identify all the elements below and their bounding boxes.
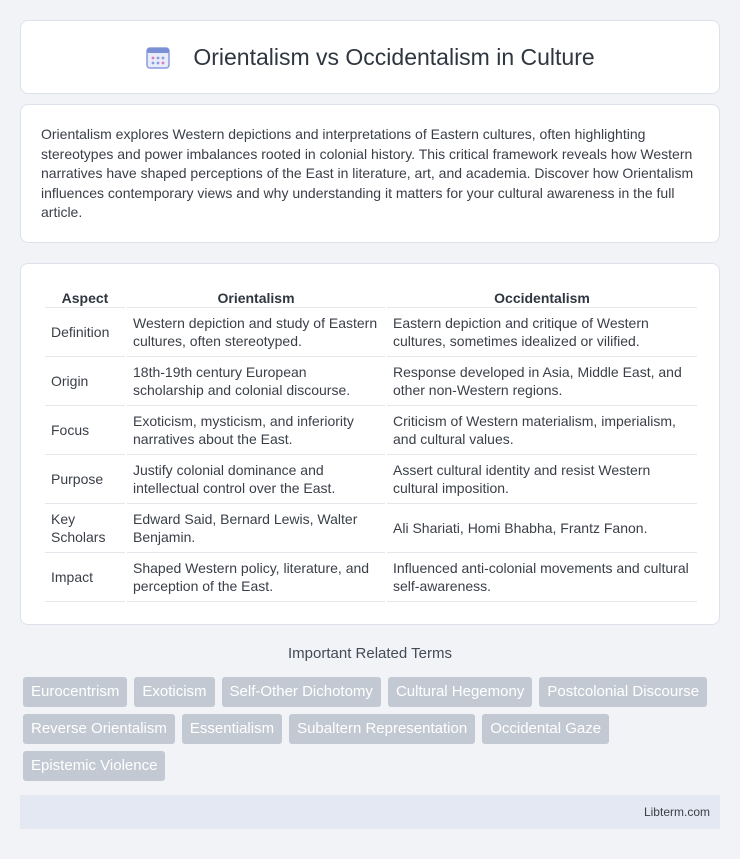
table-cell-orientalism: Exoticism, mysticism, and inferiority narratives about the East. — [127, 406, 385, 455]
table-cell-aspect: Focus — [45, 406, 125, 455]
table-row — [45, 357, 697, 406]
related-terms-list — [23, 677, 723, 788]
intro-text: Orientalism explores Western depictions and interpretations of Eastern cultures, often highlighting stereotypes and power imbalances rooted in colonial history. This critical framework reveals how Western narratives have shaped perceptions of the East in literature, art, and academia. Discover how Orientalism influences contemporary views and why understanding it matters for your cultural awareness in the full article. — [41, 126, 694, 221]
table-header-row — [45, 284, 697, 308]
table-cell-aspect: Purpose — [45, 455, 125, 504]
related-term-tag[interactable]: Subaltern Representation — [289, 714, 475, 744]
table-cell-aspect: Key Scholars — [45, 504, 125, 553]
header-card — [20, 20, 720, 94]
table-row — [45, 308, 697, 357]
table-cell-orientalism: Edward Said, Bernard Lewis, Walter Benjamin. — [127, 504, 385, 553]
calendar-icon — [145, 44, 171, 70]
related-term-tag[interactable]: Occidental Gaze — [482, 714, 609, 744]
table-row — [45, 455, 697, 504]
table-cell-occidentalism: Ali Shariati, Homi Bhabha, Frantz Fanon. — [387, 504, 697, 553]
related-term-tag[interactable]: Essentialism — [182, 714, 282, 744]
footer-site-link[interactable]: Libterm.com — [643, 805, 710, 819]
table-cell-occidentalism: Influenced anti-colonial movements and cultural self-awareness. — [387, 553, 697, 602]
column-header-aspect: Aspect — [45, 284, 125, 308]
column-header-occidentalism: Occidentalism — [387, 284, 697, 308]
related-term-tag[interactable]: Exoticism — [134, 677, 214, 707]
related-term-tag[interactable]: Eurocentrism — [23, 677, 127, 707]
related-terms-heading: Important Related Terms — [288, 645, 452, 662]
comparison-table-card — [20, 263, 720, 625]
table-cell-occidentalism: Criticism of Western materialism, imperialism, and cultural values. — [387, 406, 697, 455]
table-cell-orientalism: 18th-19th century European scholarship and colonial discourse. — [127, 357, 385, 406]
table-cell-aspect: Definition — [45, 308, 125, 357]
table-row — [45, 504, 697, 553]
table-cell-occidentalism: Assert cultural identity and resist Western cultural imposition. — [387, 455, 697, 504]
table-row — [45, 406, 697, 455]
table-cell-orientalism: Western depiction and study of Eastern cultures, often stereotyped. — [127, 308, 385, 357]
comparison-table — [43, 284, 699, 602]
table-cell-orientalism: Shaped Western policy, literature, and perception of the East. — [127, 553, 385, 602]
table-cell-aspect: Origin — [45, 357, 125, 406]
table-cell-orientalism: Justify colonial dominance and intellectual control over the East. — [127, 455, 385, 504]
table-row — [45, 553, 697, 602]
related-term-tag[interactable]: Reverse Orientalism — [23, 714, 175, 744]
table-cell-occidentalism: Eastern depiction and critique of Western cultures, sometimes idealized or vilified. — [387, 308, 697, 357]
intro-card — [20, 104, 720, 243]
table-cell-aspect: Impact — [45, 553, 125, 602]
footer — [20, 795, 720, 829]
page-title: Orientalism vs Occidentalism in Culture — [193, 43, 595, 70]
related-term-tag[interactable]: Cultural Hegemony — [388, 677, 532, 707]
related-term-tag[interactable]: Self-Other Dichotomy — [222, 677, 381, 707]
table-cell-occidentalism: Response developed in Asia, Middle East, and other non-Western regions. — [387, 357, 697, 406]
related-term-tag[interactable]: Epistemic Violence — [23, 751, 165, 781]
related-term-tag[interactable]: Postcolonial Discourse — [539, 677, 707, 707]
column-header-orientalism: Orientalism — [127, 284, 385, 308]
